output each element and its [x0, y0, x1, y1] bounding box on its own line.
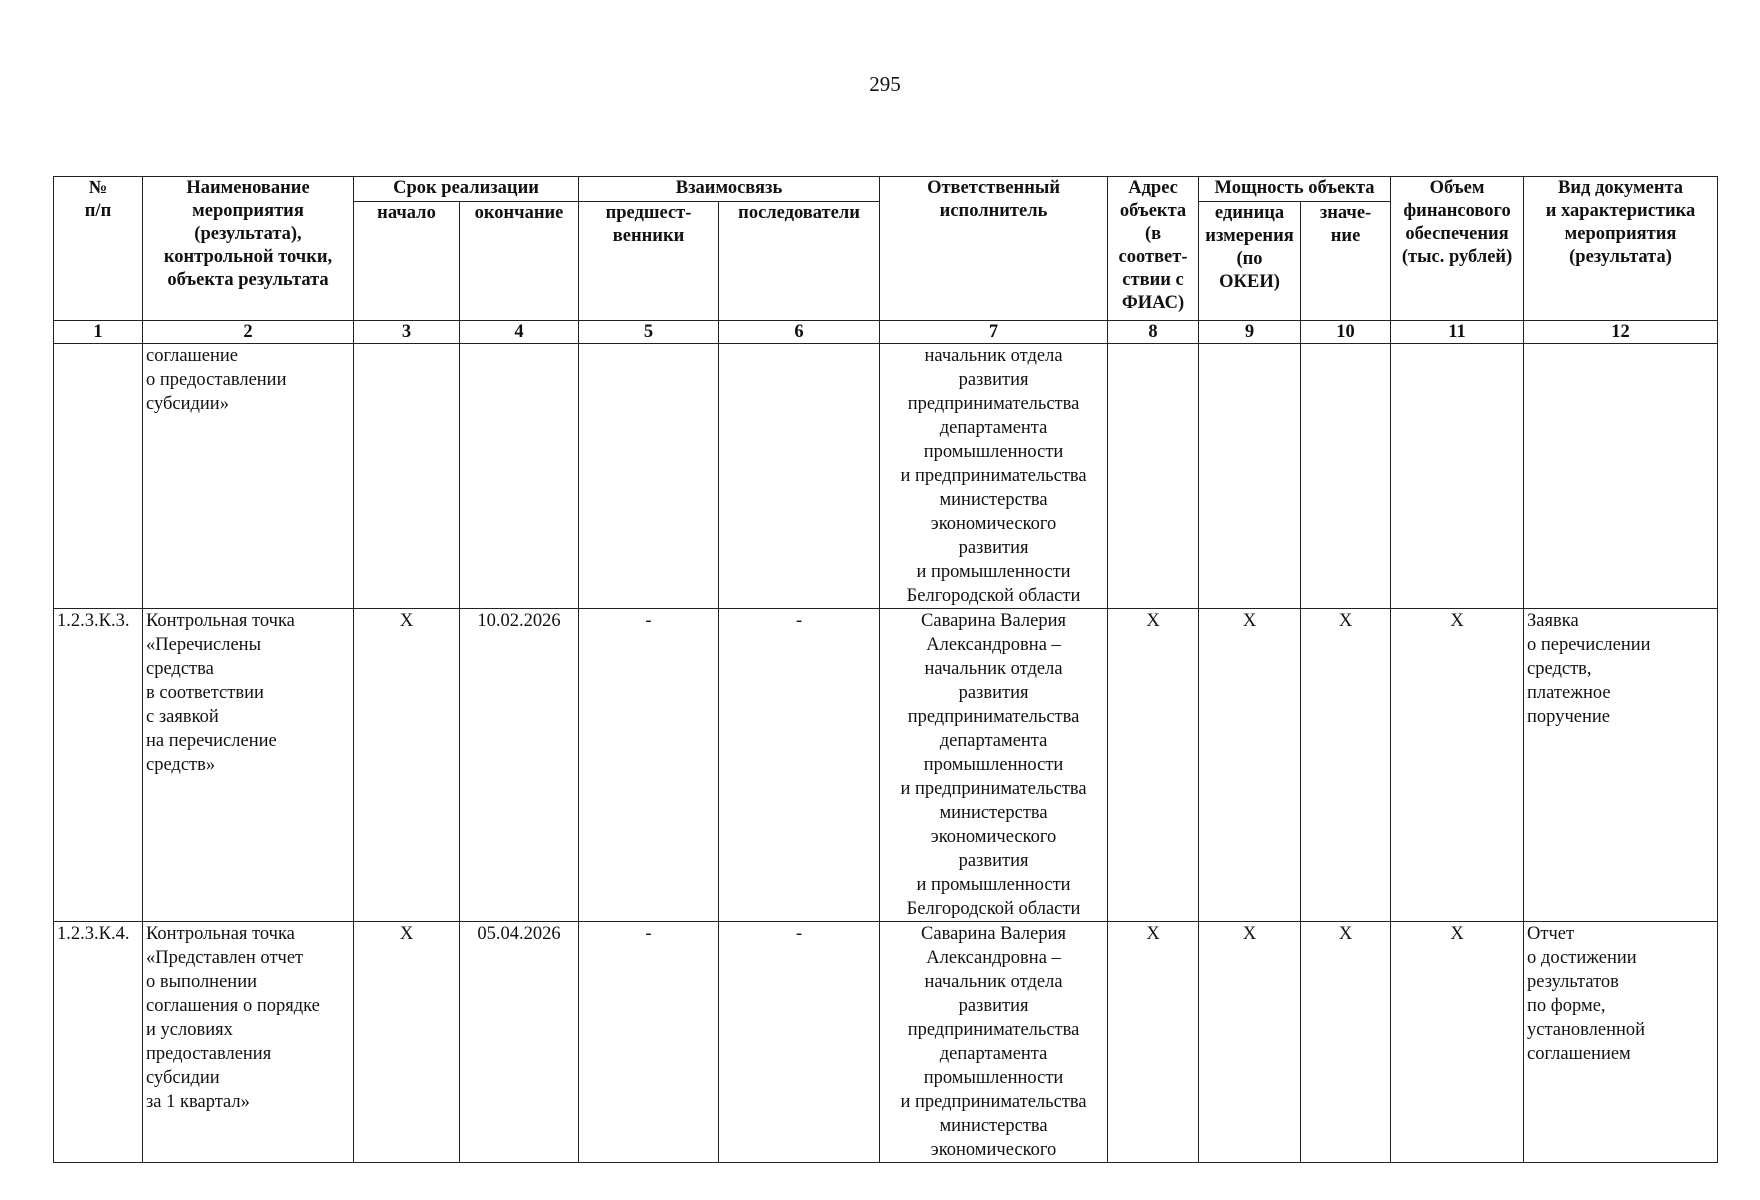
cell-start: X: [354, 922, 460, 1163]
cell-predecessors: -: [579, 609, 719, 922]
table-header: [54, 177, 1718, 344]
cell-unit: X: [1199, 922, 1301, 1163]
cell-executor: Саварина Валерия Александровна – начальник отдела развития предпринимательства департамента промышленности и предпринимательства министерства экономического развития и промышленности Белгородской области: [880, 609, 1108, 922]
table-row: [54, 609, 1718, 922]
header-predecessors: предшест- венники: [579, 202, 719, 321]
cell-address: [1108, 344, 1199, 609]
header-term-group: Срок реализации: [354, 177, 579, 202]
cell-successors: -: [719, 609, 880, 922]
column-number: 2: [143, 321, 354, 344]
column-number: 5: [579, 321, 719, 344]
column-number: 11: [1391, 321, 1524, 344]
cell-document: Отчет о достижении результатов по форме, установленной соглашением: [1524, 922, 1718, 1163]
column-number: 9: [1199, 321, 1301, 344]
header-document: Вид документа и характеристика мероприятия (результата): [1524, 177, 1718, 321]
cell-executor: начальник отдела развития предпринимательства департамента промышленности и предпринимательства министерства экономического развития и промышленности Белгородской области: [880, 344, 1108, 609]
column-numbers-row: [54, 321, 1718, 344]
cell-document: [1524, 344, 1718, 609]
column-number: 10: [1301, 321, 1391, 344]
column-number: 6: [719, 321, 880, 344]
cell-name: Контрольная точка «Перечислены средства в соответствии с заявкой на перечисление средств»: [143, 609, 354, 922]
header-successors: последователи: [719, 202, 880, 321]
header-unit: единица измерения (по ОКЕИ): [1199, 202, 1301, 321]
cell-document: Заявка о перечислении средств, платежное поручение: [1524, 609, 1718, 922]
cell-executor: Саварина Валерия Александровна – начальник отдела развития предпринимательства департамента промышленности и предпринимательства министерства экономического: [880, 922, 1108, 1163]
cell-end: [460, 344, 579, 609]
cell-successors: -: [719, 922, 880, 1163]
cell-name: соглашение о предоставлении субсидии»: [143, 344, 354, 609]
cell-finance: X: [1391, 922, 1524, 1163]
cell-name: Контрольная точка «Представлен отчет о выполнении соглашения о порядке и условиях предоставления субсидии за 1 квартал»: [143, 922, 354, 1163]
column-number: 12: [1524, 321, 1718, 344]
cell-value: [1301, 344, 1391, 609]
cell-predecessors: -: [579, 922, 719, 1163]
header-value: значе- ние: [1301, 202, 1391, 321]
cell-address: X: [1108, 609, 1199, 922]
activity-plan-table: [53, 176, 1718, 1163]
header-name: Наименование мероприятия (результата), контрольной точки, объекта результата: [143, 177, 354, 321]
column-number: 3: [354, 321, 460, 344]
header-executor: Ответственный исполнитель: [880, 177, 1108, 321]
cell-finance: X: [1391, 609, 1524, 922]
cell-end: 10.02.2026: [460, 609, 579, 922]
cell-number: 1.2.3.К.4.: [54, 922, 143, 1163]
cell-end: 05.04.2026: [460, 922, 579, 1163]
cell-unit: [1199, 344, 1301, 609]
cell-successors: [719, 344, 880, 609]
column-number: 1: [54, 321, 143, 344]
header-address: Адрес объекта (в соответ- ствии с ФИАС): [1108, 177, 1199, 321]
cell-start: X: [354, 609, 460, 922]
table-row: [54, 344, 1718, 609]
header-link-group: Взаимосвязь: [579, 177, 880, 202]
cell-address: X: [1108, 922, 1199, 1163]
cell-number: [54, 344, 143, 609]
table-body: [54, 344, 1718, 1163]
header-start: начало: [354, 202, 460, 321]
table-row: [54, 922, 1718, 1163]
column-number: 4: [460, 321, 579, 344]
cell-unit: X: [1199, 609, 1301, 922]
header-number: № п/п: [54, 177, 143, 321]
header-capacity-group: Мощность объекта: [1199, 177, 1391, 202]
cell-value: X: [1301, 609, 1391, 922]
cell-predecessors: [579, 344, 719, 609]
cell-value: X: [1301, 922, 1391, 1163]
cell-start: [354, 344, 460, 609]
column-number: 7: [880, 321, 1108, 344]
page-number: 295: [869, 72, 901, 96]
header-finance: Объем финансового обеспечения (тыс. рублей): [1391, 177, 1524, 321]
cell-number: 1.2.3.К.3.: [54, 609, 143, 922]
column-number: 8: [1108, 321, 1199, 344]
header-end: окончание: [460, 202, 579, 321]
cell-finance: [1391, 344, 1524, 609]
